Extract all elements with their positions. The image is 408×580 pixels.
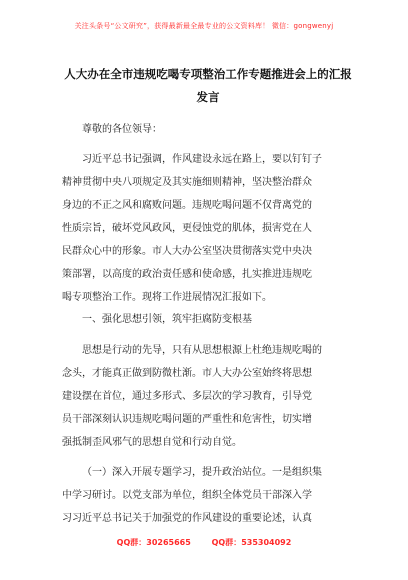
body-line: 中学习研讨。以党支部为单位，组织全体党员干部深入学 [62, 490, 312, 501]
body-line: 思想是行动的先导，只有从思想根源上杜绝违规吃喝的 [82, 345, 322, 356]
body-line: 习习近平总书记关于加强党的作风建设的重要论述，认真 [62, 513, 312, 524]
salutation: 尊敬的各位领导： [82, 124, 162, 135]
body-line: 策部署，以高度的政治责任感和使命感，扎实推进违规吃 [62, 269, 312, 280]
body-line: 建设摆在首位，通过多形式、多层次的学习教育，引导党 [62, 391, 312, 402]
document-title [58, 63, 358, 109]
title-line-1: 人大办在全市违规吃喝专项整治工作专题推进会上的汇报 [64, 67, 352, 81]
body-line: 民群众心中的形象。市人大办公室坚决贯彻落实党中央决 [62, 246, 312, 257]
body-line: 强抵制歪风邪气的思想自觉和行动自觉。 [62, 437, 242, 448]
body-line: 喝专项整治工作。现将工作进展情况汇报如下。 [62, 292, 272, 303]
footer-qq-groups [0, 537, 408, 548]
title-line-2: 发言 [196, 90, 220, 104]
body-line: 习近平总书记强调，作风建设永远在路上，要以钉钉子 [82, 154, 322, 165]
body-line: 念头，才能真正做到防微杜渐。市人大办公室始终将思想 [62, 368, 312, 379]
footer-qq-group-1: QQ群：30265665 [116, 538, 191, 547]
section-heading: 一、强化思想引领，筑牢拒腐防变根基 [82, 314, 252, 325]
body-line: 性质宗旨，破坏党风政风，更侵蚀党的肌体，损害党在人 [62, 223, 312, 234]
body-line: 员干部深刻认识违规吃喝问题的严重性和危害性，切实增 [62, 414, 312, 425]
body-line: 精神贯彻中央八项规定及其实施细则精神，坚决整治群众 [62, 177, 312, 188]
body-line: 身边的不正之风和腐败问题。违规吃喝问题不仅背离党的 [62, 200, 312, 211]
header-promo-note: 关注头条号“公文研究”，获得最新最全最专业的公文资料库！ 微信：gongwenyj [74, 22, 334, 30]
footer-qq-group-2: QQ群：535304092 [211, 538, 292, 547]
body-line: （一）深入开展专题学习，提升政治站位。一是组织集 [82, 467, 322, 478]
